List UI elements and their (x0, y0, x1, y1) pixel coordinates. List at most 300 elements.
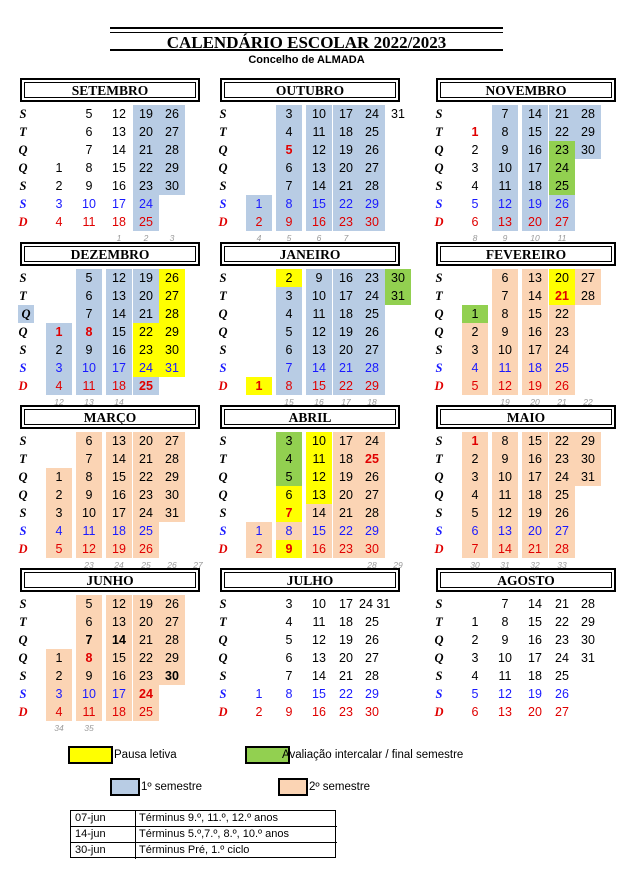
weekday-label: Q (218, 651, 228, 665)
page-title: CALENDÁRIO ESCOLAR 2022/2023 (110, 27, 503, 51)
day-cell: 21 (333, 359, 359, 377)
week-number: 13 (84, 397, 94, 407)
day-cell: 17 (106, 504, 132, 522)
day-cell: 29 (359, 377, 385, 395)
day-cell: 29 (365, 687, 379, 701)
day-cell: 11 (312, 615, 326, 629)
day-cell: 14 (112, 143, 126, 157)
day-cell (246, 486, 272, 504)
day-cell: 28 (159, 631, 185, 649)
weekday-label: Q (218, 143, 228, 157)
day-cell (46, 595, 72, 613)
day-cell: 25 (365, 615, 379, 629)
weekday-label: Q (18, 143, 28, 157)
week-number: 21 (557, 397, 567, 407)
day-cell: 1 (255, 687, 263, 701)
day-cell: 17 (339, 597, 353, 611)
day-cell: 25 (359, 305, 385, 323)
day-cell: 4 (276, 123, 302, 141)
day-cell: 9 (492, 450, 518, 468)
weekday-label: Q (218, 488, 228, 502)
week-number: 24 (114, 560, 124, 570)
day-cell: 5 (85, 107, 93, 121)
weekday-label: T (435, 452, 443, 466)
day-cell (462, 595, 488, 613)
day-cell: 19 (522, 504, 548, 522)
weekday-label: D (434, 542, 444, 556)
day-cell: 20 (133, 123, 159, 141)
day-cell: 9 (276, 213, 302, 231)
day-cell: 20 (528, 705, 542, 719)
week-number (106, 722, 132, 734)
day-cell: 20 (339, 651, 353, 665)
day-cell: 30 (159, 341, 185, 359)
weekday-label: Q (434, 633, 444, 647)
week-number: 30 (470, 560, 480, 570)
end-date-row: 30-jun Términus Pré, 1.º ciclo (75, 844, 250, 856)
month-fevereiro (434, 242, 616, 407)
day-cell: 13 (306, 486, 332, 504)
day-cell: 30 (159, 486, 185, 504)
weekday-label: T (19, 125, 27, 139)
day-cell: 15 (306, 377, 332, 395)
day-cell: 11 (76, 522, 102, 540)
day-cell: 8 (76, 468, 102, 486)
day-cell: 22 (133, 323, 159, 341)
day-cell: 9 (492, 323, 518, 341)
weekday-label: S (19, 361, 27, 375)
day-cell (246, 177, 272, 195)
day-cell: 17 (522, 159, 548, 177)
day-cell: 29 (159, 159, 185, 177)
day-cell: 12 (76, 540, 102, 558)
day-cell: 20 (333, 159, 359, 177)
month-title: FEVEREIRO (436, 242, 616, 266)
day-cell: 10 (492, 159, 518, 177)
day-cell: 26 (549, 377, 575, 395)
day-cell: 18 (333, 305, 359, 323)
day-cell: 3 (276, 287, 302, 305)
day-cell: 6 (285, 651, 293, 665)
weekday-label: S (435, 506, 443, 520)
weekday-label: D (18, 542, 28, 556)
day-cell: 8 (276, 522, 302, 540)
day-cell: 6 (492, 269, 518, 287)
weekday-label: S (219, 524, 227, 538)
weekday-label: S (19, 597, 27, 611)
day-cell (246, 305, 272, 323)
day-cell (462, 269, 488, 287)
week-number: 12 (54, 397, 64, 407)
day-cell: 18 (522, 359, 548, 377)
day-cell (385, 123, 411, 141)
weekday-label: D (434, 379, 444, 393)
day-cell: 12 (492, 377, 518, 395)
weekday-label: S (19, 687, 27, 701)
day-cell (246, 159, 272, 177)
day-cell (385, 213, 411, 231)
day-cell: 28 (359, 359, 385, 377)
day-cell: 5 (76, 269, 102, 287)
day-cell: 8 (76, 649, 102, 667)
day-cell: 3 (462, 468, 488, 486)
weekday-label: S (435, 197, 443, 211)
day-cell: 12 (106, 595, 132, 613)
day-cell: 30 (359, 540, 385, 558)
day-cell: 11 (76, 377, 102, 395)
day-cell (575, 213, 601, 231)
day-cell: 31 (159, 359, 185, 377)
day-cell: 3 (46, 685, 72, 703)
weekday-label: T (19, 452, 27, 466)
day-cell: 12 (306, 141, 332, 159)
day-cell: 2 (55, 179, 63, 193)
day-cell: 12 (306, 323, 332, 341)
month-março (18, 405, 203, 570)
day-cell: 8 (285, 687, 293, 701)
day-cell: 21 (333, 177, 359, 195)
day-cell: 25 (549, 177, 575, 195)
weekday-label: D (218, 542, 228, 556)
weekday-label: Q (434, 325, 444, 339)
day-cell: 8 (492, 432, 518, 450)
day-cell: 24 (359, 287, 385, 305)
day-cell: 13 (106, 432, 132, 450)
day-cell: 25 (133, 522, 159, 540)
day-cell: 22 (333, 377, 359, 395)
day-cell: 25 (359, 450, 385, 468)
day-cell: 20 (522, 213, 548, 231)
day-cell: 16 (333, 269, 359, 287)
day-cell: 2 (471, 633, 479, 647)
weekday-label: S (19, 506, 27, 520)
day-cell (575, 486, 601, 504)
day-cell: 22 (333, 195, 359, 213)
day-cell: 22 (549, 123, 575, 141)
day-cell: 31 (581, 651, 595, 665)
day-cell: 7 (285, 669, 293, 683)
day-cell: 19 (333, 468, 359, 486)
day-cell: 10 (76, 359, 102, 377)
day-cell: 29 (159, 468, 185, 486)
week-number: 31 (500, 560, 510, 570)
day-cell: 7 (76, 631, 102, 649)
day-cell: 21 (133, 450, 159, 468)
day-cell: 26 (555, 687, 569, 701)
day-cell (246, 359, 272, 377)
day-cell: 17 (106, 359, 132, 377)
day-cell: 29 (359, 195, 385, 213)
day-cell: 27 (555, 705, 569, 719)
day-cell: 5 (471, 687, 479, 701)
day-cell: 6 (471, 705, 479, 719)
day-cell: 7 (76, 450, 102, 468)
weekday-label: Q (18, 470, 28, 484)
day-cell (246, 287, 272, 305)
legend-label-eval: Avaliação intercalar / final semestre (282, 749, 464, 761)
day-cell: 25 (133, 213, 159, 231)
week-number: 16 (314, 397, 324, 407)
weekday-label: S (435, 271, 443, 285)
day-cell: 17 (528, 651, 542, 665)
day-cell: 3 (55, 197, 63, 211)
day-cell: 26 (549, 504, 575, 522)
week-number: 22 (583, 397, 593, 407)
day-cell: 2 (246, 213, 272, 231)
day-cell: 28 (575, 105, 601, 123)
week-number (159, 722, 185, 734)
day-cell: 1 (462, 432, 488, 450)
day-cell: 28 (365, 669, 379, 683)
day-cell (246, 631, 272, 649)
day-cell: 28 (159, 305, 185, 323)
day-cell: 14 (306, 359, 332, 377)
day-cell: 4 (55, 215, 63, 229)
week-number: 29 (393, 560, 403, 570)
day-cell: 22 (339, 687, 353, 701)
weekday-label: S (219, 179, 227, 193)
weekday-label: T (435, 125, 443, 139)
day-cell: 10 (306, 432, 332, 450)
day-cell: 30 (385, 269, 411, 287)
day-cell: 10 (492, 468, 518, 486)
day-cell: 19 (333, 323, 359, 341)
day-cell: 14 (492, 540, 518, 558)
month-title: JUNHO (20, 568, 200, 592)
day-cell: 24 (359, 432, 385, 450)
day-cell (246, 595, 272, 613)
weekday-label: Q (434, 143, 444, 157)
day-cell: 24 (133, 359, 159, 377)
weekday-label: S (219, 506, 227, 520)
day-cell: 20 (133, 287, 159, 305)
weekday-label: S (219, 597, 227, 611)
day-cell: 7 (85, 143, 93, 157)
day-cell: 9 (76, 667, 102, 685)
day-cell: 6 (471, 215, 479, 229)
day-cell: 31 (575, 468, 601, 486)
day-cell: 12 (492, 195, 518, 213)
week-number: 25 (141, 560, 151, 570)
weekday-label: S (219, 669, 227, 683)
day-cell: 23 (549, 450, 575, 468)
day-cell: 18 (106, 377, 132, 395)
month-outubro (218, 78, 405, 243)
month-abril (218, 405, 403, 570)
day-cell: 11 (492, 486, 518, 504)
day-cell: 3 (276, 105, 302, 123)
weekday-label: Q (218, 325, 228, 339)
day-cell: 4 (471, 669, 479, 683)
day-cell: 30 (359, 213, 385, 231)
month-title: MAIO (436, 405, 616, 429)
weekday-label: Q (218, 633, 228, 647)
day-cell: 9 (306, 269, 332, 287)
day-cell: 21 (549, 105, 575, 123)
weekday-label: S (219, 687, 227, 701)
day-cell: 15 (106, 323, 132, 341)
day-cell: 29 (359, 522, 385, 540)
day-cell: 16 (306, 540, 332, 558)
week-number: 32 (530, 560, 540, 570)
day-cell: 10 (76, 685, 102, 703)
day-cell: 1 (471, 125, 479, 139)
day-cell (575, 667, 601, 685)
day-cell: 4 (285, 615, 293, 629)
day-cell: 29 (159, 323, 185, 341)
day-cell: 17 (112, 197, 126, 211)
day-cell (246, 450, 272, 468)
day-cell: 4 (462, 359, 488, 377)
day-cell (385, 177, 411, 195)
day-cell: 9 (276, 540, 302, 558)
day-cell: 19 (106, 540, 132, 558)
day-cell: 19 (333, 141, 359, 159)
day-cell: 13 (312, 651, 326, 665)
week-number: 4 (256, 233, 262, 243)
day-cell: 27 (159, 123, 185, 141)
day-cell: 10 (306, 287, 332, 305)
month-agosto (436, 568, 616, 724)
day-cell (575, 195, 601, 213)
day-cell: 3 (462, 341, 488, 359)
day-cell: 24 (133, 504, 159, 522)
day-cell: 7 (501, 597, 509, 611)
weekday-label: S (435, 524, 443, 538)
day-cell: 7 (276, 359, 302, 377)
day-cell: 26 (365, 633, 379, 647)
day-cell: 15 (106, 468, 132, 486)
day-cell (385, 305, 411, 323)
day-cell: 20 (133, 613, 159, 631)
day-cell: 11 (492, 177, 518, 195)
day-cell: 16 (106, 486, 132, 504)
day-cell (462, 287, 488, 305)
day-cell: 19 (133, 105, 159, 123)
day-cell: 18 (333, 450, 359, 468)
weekday-label: S (19, 524, 27, 538)
week-number: 26 (167, 560, 177, 570)
weekday-label: Q (18, 633, 28, 647)
day-cell: 16 (528, 633, 542, 647)
day-cell: 15 (522, 305, 548, 323)
day-cell (46, 105, 72, 123)
day-cell: 28 (575, 287, 601, 305)
day-cell: 11 (492, 359, 518, 377)
end-date-row: 07-jun Términus 9.º, 11.º, 12.º anos (71, 811, 337, 827)
month-title: OUTUBRO (220, 78, 400, 102)
day-cell (159, 377, 185, 395)
day-cell: 19 (522, 195, 548, 213)
day-cell: 6 (76, 432, 102, 450)
day-cell: 30 (575, 141, 601, 159)
month-dezembro (18, 242, 200, 407)
week-number: 15 (284, 397, 294, 407)
day-cell: 13 (306, 341, 332, 359)
day-cell: 9 (501, 633, 509, 647)
weekday-label: Q (18, 161, 28, 175)
day-cell: 13 (306, 159, 332, 177)
day-cell: 12 (498, 687, 512, 701)
weekday-label: Q (434, 307, 444, 321)
day-cell: 30 (581, 633, 595, 647)
day-cell: 16 (306, 213, 332, 231)
day-cell: 27 (359, 159, 385, 177)
day-cell: 15 (312, 687, 326, 701)
legend-swatch-pause (68, 746, 113, 764)
day-cell: 5 (276, 141, 302, 159)
day-cell: 7 (492, 287, 518, 305)
weekday-label: Q (18, 325, 28, 339)
day-cell: 19 (528, 687, 542, 701)
day-cell: 26 (359, 468, 385, 486)
day-cell: 9 (492, 141, 518, 159)
day-cell: 24 (549, 159, 575, 177)
day-cell: 3 (46, 359, 72, 377)
day-cell (575, 341, 601, 359)
week-number: 7 (343, 233, 349, 243)
day-cell: 29 (581, 615, 595, 629)
day-cell: 29 (159, 649, 185, 667)
day-cell: 21 (549, 287, 575, 305)
day-cell: 5 (46, 540, 72, 558)
day-cell: 1 (55, 161, 63, 175)
month-title: JULHO (220, 568, 400, 592)
weekday-label: T (219, 289, 227, 303)
day-cell (46, 123, 72, 141)
day-cell: 22 (133, 468, 159, 486)
day-cell: 12 (112, 107, 126, 121)
day-cell (575, 359, 601, 377)
day-cell: 10 (306, 105, 332, 123)
day-cell: 17 (522, 341, 548, 359)
day-cell: 23 (133, 177, 159, 195)
day-cell: 12 (106, 269, 132, 287)
day-cell: 25 (133, 703, 159, 721)
day-cell: 23 (555, 633, 569, 647)
weekday-label: S (435, 597, 443, 611)
day-cell: 22 (133, 159, 159, 177)
day-cell: 28 (549, 540, 575, 558)
day-cell (246, 141, 272, 159)
day-cell: 1 (471, 615, 479, 629)
day-cell: 25 (549, 359, 575, 377)
day-cell: 11 (76, 703, 102, 721)
month-janeiro (218, 242, 405, 407)
day-cell: 15 (306, 195, 332, 213)
week-number: 19 (500, 397, 510, 407)
day-cell (159, 195, 185, 213)
day-cell: 20 (333, 486, 359, 504)
weekday-label: S (19, 179, 27, 193)
day-cell: 4 (471, 179, 479, 193)
weekday-label: D (218, 705, 228, 719)
day-cell: 11 (498, 669, 512, 683)
day-cell: 14 (522, 287, 548, 305)
day-cell: 1 (46, 649, 72, 667)
day-cell: 25 (133, 377, 159, 395)
day-cell: 4 (46, 377, 72, 395)
day-cell: 21 (133, 141, 159, 159)
day-cell: 22 (333, 522, 359, 540)
weekday-label: S (19, 343, 27, 357)
day-cell (575, 305, 601, 323)
day-cell (246, 649, 272, 667)
week-number (133, 722, 159, 734)
day-cell: 13 (492, 213, 518, 231)
day-cell: 23 (549, 323, 575, 341)
day-cell: 5 (276, 468, 302, 486)
